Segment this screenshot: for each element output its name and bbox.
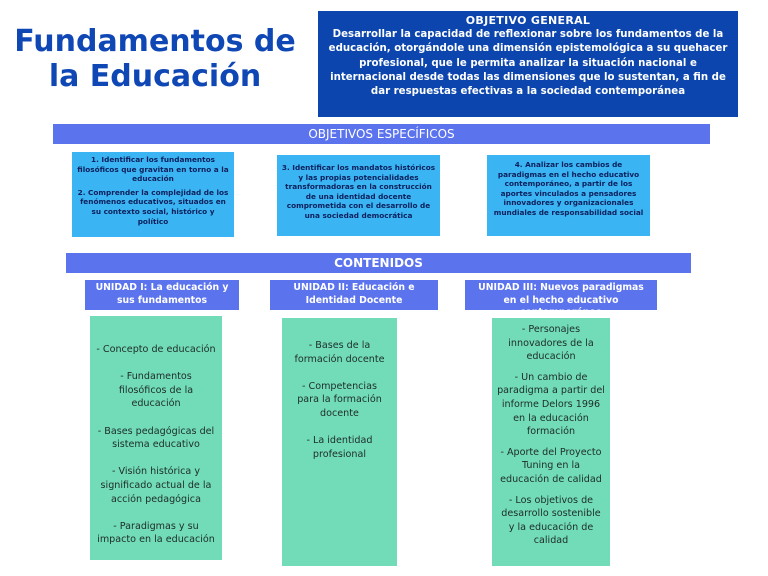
general-objective-text: Desarrollar la capacidad de reflexionar sobre los fundamentos de la educación, otorgándole una dimensión epistemológica a su quehacer profesional, que le permita analizar la situación nacional e internacional desde todas las dimensiones que lo sustentan, a fin de dar respuestas efectivas a la sociedad contemporánea xyxy=(328,29,728,98)
list-item: - Aporte del Proyecto Tuning en la educación de calidad xyxy=(500,446,602,485)
list-item: - Paradigmas y su impacto en la educación xyxy=(97,520,215,546)
unit-2-content xyxy=(282,318,397,566)
unit-3-header: UNIDAD III: Nuevos paradigmas en el hecho educativo contemporáneo xyxy=(465,280,657,310)
list-item: - Bases pedagógicas del sistema educativo xyxy=(97,425,215,451)
specific-objectives-bar: OBJETIVOS ESPECÍFICOS xyxy=(53,124,710,144)
unit-1-content xyxy=(90,316,222,560)
specific-objective-3: 3. Identificar los mandatos históricos y las propias potencialidades transformadoras en la construcción de una identidad docente comprometida con el desarrollo de una sociedad democrática xyxy=(281,163,436,220)
title-line-2: la Educación xyxy=(48,59,262,94)
general-objective-heading: OBJETIVO GENERAL xyxy=(465,14,591,27)
unit-1-header: UNIDAD I: La educación y sus fundamentos xyxy=(85,280,239,310)
list-item: - Fundamentos filosóficos de la educación xyxy=(118,371,194,410)
list-item: - Personajes innovadores de la educación xyxy=(508,324,594,363)
list-item: - Visión histórica y significado actual de la acción pedagógica xyxy=(100,466,212,505)
list-item: - Los objetivos de desarrollo sostenible y la educación de calidad xyxy=(501,494,601,547)
specific-objective-1: 1. Identificar los fundamentos filosóficos que gravitan en torno a la educación xyxy=(77,155,229,184)
title-line-1: Fundamentos de xyxy=(14,24,296,59)
unit-2-header: UNIDAD II: Educación e Identidad Docente xyxy=(270,280,438,310)
list-item: - Competencias para la formación docente xyxy=(297,380,382,419)
general-objective-box xyxy=(318,11,738,117)
list-item: - Bases de la formación docente xyxy=(294,340,385,365)
unit-3-content xyxy=(492,318,610,566)
page-title xyxy=(10,24,300,94)
contents-bar: CONTENIDOS xyxy=(66,253,691,273)
specific-objective-2: 2. Comprender la complejidad de los fenómenos educativos, situados en su contexto social, histórico y político xyxy=(77,187,229,226)
list-item: - Concepto de educación xyxy=(96,344,216,355)
specific-objective-4: 4. Analizar los cambios de paradigmas en el hecho educativo contemporáneo, a partir de los aportes vinculados a pensadores innovadores y organizacionales mundiales de responsabilidad social xyxy=(493,160,644,217)
specific-objective-box-3 xyxy=(487,155,650,236)
list-item: - La identidad profesional xyxy=(306,435,373,460)
specific-objective-box-2 xyxy=(277,155,440,236)
specific-objective-box-1 xyxy=(72,152,234,237)
list-item: - Un cambio de paradigma a partir del informe Delors 1996 en la educación formación xyxy=(497,371,605,438)
